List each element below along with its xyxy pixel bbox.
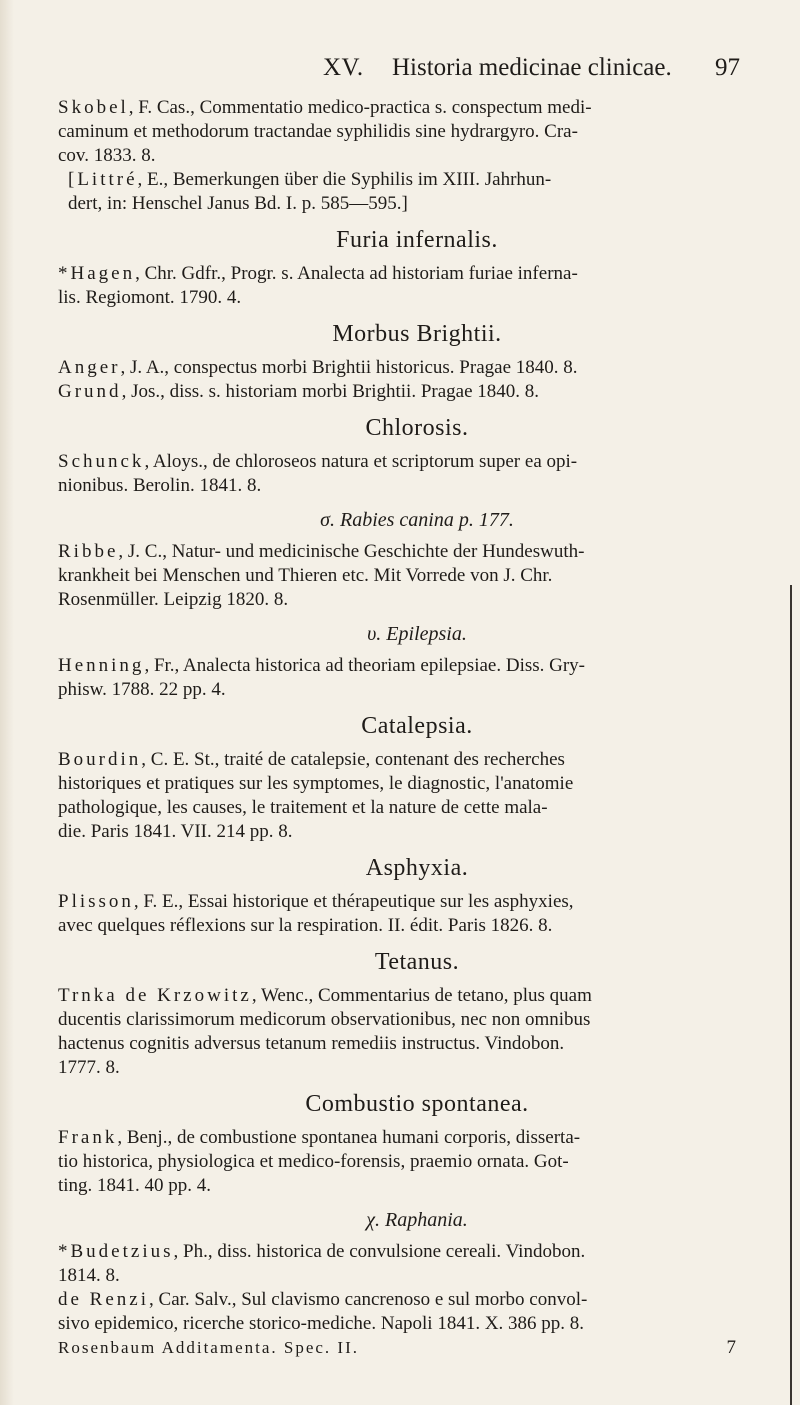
entry-text: , Jos., diss. s. historiam morbi Brightii. Pragae 1840. 8.: [121, 381, 540, 402]
subsection-heading: υ. Epilepsia.: [367, 623, 467, 645]
entry-line: [58, 796, 776, 820]
entry-text: 1777. 8.: [58, 1057, 120, 1078]
entry-line: [68, 168, 776, 192]
entry-text: , Ph., diss. historica de convulsione cereali. Vindobon.: [173, 1241, 586, 1262]
entry-text: ducentis clarissimorum medicorum observationibus, nec non omnibus: [58, 1009, 591, 1030]
entry-line: [58, 1288, 776, 1312]
entry-text: , Wenc., Commentarius de tetano, plus quam: [251, 985, 592, 1006]
entry-line: [58, 262, 776, 286]
entry-text: die. Paris 1841. VII. 214 pp. 8.: [58, 821, 293, 842]
entry-author: Trnka de Krzowitz: [58, 985, 252, 1006]
entry-text: , J. C., Natur- und medicinische Geschichte der Hundeswuth-: [118, 541, 585, 562]
entry-line: [58, 678, 776, 702]
entry-line: [58, 120, 776, 144]
entry-line: [58, 286, 776, 310]
entry-text: , Car. Salv., Sul clavismo cancrenoso e sul morbo convol-: [149, 1289, 588, 1310]
page-body: [58, 96, 776, 1360]
bibliography-entry: [58, 890, 776, 938]
entry-line: [58, 144, 776, 168]
section-heading: Catalepsia.: [361, 713, 473, 739]
bibliography-entry: [58, 540, 776, 612]
entry-line: [58, 1264, 776, 1288]
bibliography-entry: [58, 1126, 776, 1198]
entry-text: , F. Cas., Commentatio medico-practica s. conspectum medi-: [128, 97, 592, 118]
entry-line: [58, 820, 776, 844]
entry-text: , Benj., de combustione spontanea humani corporis, disserta-: [117, 1127, 581, 1148]
bibliography-entry: [68, 168, 776, 216]
bibliography-entry: [58, 654, 776, 702]
bibliography-entry: [58, 96, 776, 168]
bibliography-entry: [58, 1240, 776, 1288]
entry-line: [58, 1056, 776, 1080]
entry-line: [58, 474, 776, 498]
bibliography-entry: [58, 984, 776, 1080]
sheet-number: 7: [726, 1337, 736, 1358]
entry-line: [58, 1032, 776, 1056]
subsection-heading: σ. Rabies canina p. 177.: [320, 509, 514, 531]
section-heading: Combustio spontanea.: [305, 1091, 529, 1117]
page-footer: [58, 1336, 776, 1360]
entry-line: [58, 914, 776, 938]
entry-author: Bourdin: [58, 749, 142, 770]
entry-text: lis. Regiomont. 1790. 4.: [58, 287, 242, 308]
entry-text: krankheit bei Menschen und Thieren etc. Mit Vorrede von J. Chr.: [58, 565, 553, 586]
entry-line: [58, 1150, 776, 1174]
entry-line: [68, 192, 776, 216]
entry-text: avec quelques réflexions sur la respiration. II. édit. Paris 1826. 8.: [58, 915, 553, 936]
entry-text: cov. 1833. 8.: [58, 145, 156, 166]
entry-author: *Hagen: [58, 263, 136, 284]
page-edge-line: [790, 585, 792, 1405]
entry-line: [58, 540, 776, 564]
bibliography-entry: [58, 380, 776, 404]
entry-author: Skobel: [58, 97, 129, 118]
entry-author: Grund: [58, 381, 122, 402]
entry-line: [58, 1008, 776, 1032]
entry-author: de Renzi: [58, 1289, 150, 1310]
entry-author: [Littré: [68, 169, 138, 190]
entry-text: caminum et methodorum tractandae syphilidis sine hydrargyro. Cra-: [58, 121, 578, 142]
entry-author: Anger: [58, 357, 121, 378]
entry-text: , Fr., Analecta historica ad theoriam epilepsiae. Diss. Gry-: [144, 655, 586, 676]
footer-signature: Rosenbaum Additamenta. Spec. II.: [58, 1338, 360, 1357]
entry-text: , J. A., conspectus morbi Brightii historicus. Pragae 1840. 8.: [120, 357, 578, 378]
entry-line: [58, 772, 776, 796]
section-heading: Furia infernalis.: [336, 227, 498, 253]
section-heading: Tetanus.: [374, 949, 460, 975]
bibliography-entry: [58, 262, 776, 310]
entry-line: [58, 654, 776, 678]
entry-text: dert, in: Henschel Janus Bd. I. p. 585—595.]: [68, 193, 408, 214]
entry-line: [58, 890, 776, 914]
entry-text: tio historica, physiologica et medico-forensis, praemio ornata. Got-: [58, 1151, 569, 1172]
entry-line: [58, 356, 776, 380]
subsection-heading: χ. Raphania.: [366, 1209, 468, 1231]
page-number: 97: [715, 54, 740, 81]
entry-author: Frank: [58, 1127, 118, 1148]
entry-text: , C. E. St., traité de catalepsie, contenant des recherches: [141, 749, 565, 770]
entry-text: Rosenmüller. Leipzig 1820. 8.: [58, 589, 289, 610]
bibliography-entry: [58, 1288, 776, 1336]
section-heading: Morbus Brightii.: [332, 321, 502, 347]
entry-text: , F. E., Essai historique et thérapeutique sur les asphyxies,: [133, 891, 574, 912]
page-gutter-shadow: [0, 0, 14, 1405]
entry-line: [58, 588, 776, 612]
entry-author: Schunck: [58, 451, 145, 472]
entry-line: [58, 1126, 776, 1150]
entry-line: [58, 1174, 776, 1198]
bibliography-entry: [58, 356, 776, 380]
entry-text: 1814. 8.: [58, 1265, 120, 1286]
entry-line: [58, 748, 776, 772]
entry-text: ting. 1841. 40 pp. 4.: [58, 1175, 212, 1196]
entry-line: [58, 380, 776, 404]
entry-text: sivo epidemico, ricerche storico-mediche. Napoli 1841. X. 386 pp. 8.: [58, 1313, 585, 1334]
entry-author: *Budetzius: [58, 1241, 174, 1262]
entry-line: [58, 984, 776, 1008]
running-header: [0, 54, 800, 94]
entry-text: hactenus cognitis adversus tetanum remediis instructus. Vindobon.: [58, 1033, 565, 1054]
bibliography-entry: [58, 450, 776, 498]
bibliography-entry: [58, 748, 776, 844]
entry-text: , Chr. Gdfr., Progr. s. Analecta ad historiam furiae inferna-: [135, 263, 578, 284]
entry-line: [58, 1312, 776, 1336]
section-number: XV.: [323, 54, 364, 81]
section-heading: Chlorosis.: [365, 415, 469, 441]
section-heading: Asphyxia.: [365, 855, 469, 881]
entry-author: Plisson: [58, 891, 134, 912]
entry-line: [58, 96, 776, 120]
entry-text: phisw. 1788. 22 pp. 4.: [58, 679, 226, 700]
entry-line: [58, 450, 776, 474]
entry-line: [58, 1240, 776, 1264]
entry-author: Henning: [58, 655, 145, 676]
entry-text: pathologique, les causes, le traitement et la nature de cette mala-: [58, 797, 548, 818]
entry-author: Ribbe: [58, 541, 119, 562]
header-title: Historia medicinae clinicae.: [392, 54, 672, 81]
entry-text: , E., Bemerkungen über die Syphilis im XIII. Jahrhun-: [137, 169, 552, 190]
entry-text: nionibus. Berolin. 1841. 8.: [58, 475, 262, 496]
entry-text: historiques et pratiques sur les symptomes, le diagnostic, l'anatomie: [58, 773, 574, 794]
entry-line: [58, 564, 776, 588]
entry-text: , Aloys., de chloroseos natura et scriptorum super ea opi-: [144, 451, 578, 472]
